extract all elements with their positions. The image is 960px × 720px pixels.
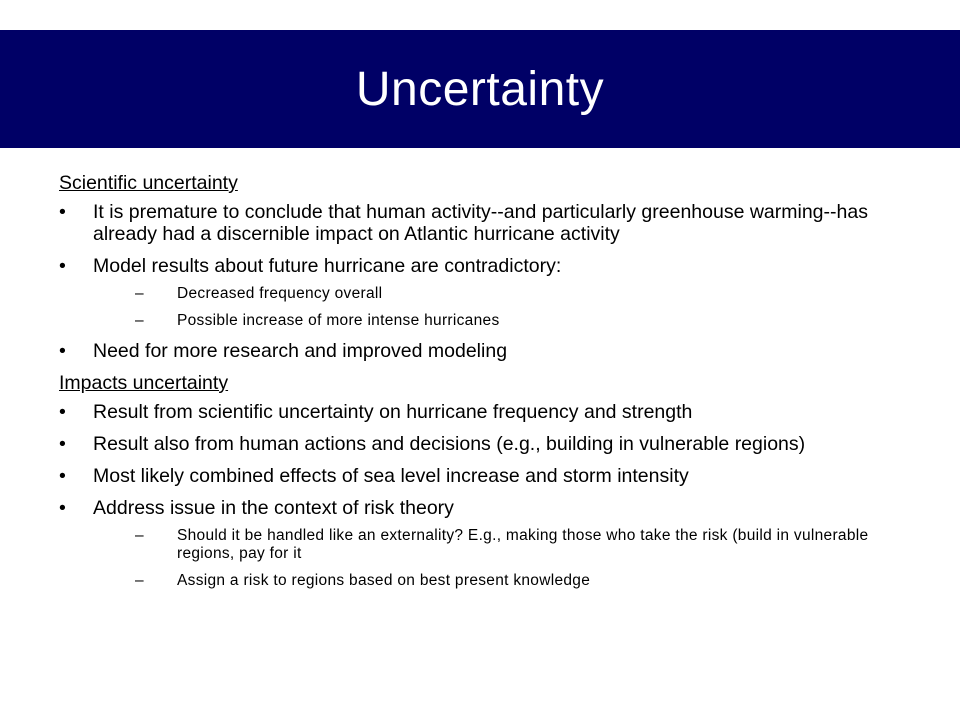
sub-bullet-list bbox=[135, 285, 899, 330]
sub-bullet-list bbox=[135, 527, 899, 590]
dash-icon: – bbox=[135, 572, 144, 589]
sub-bullet-item bbox=[135, 312, 899, 330]
bullet-text: It is premature to conclude that human activity--and particularly greenhouse warming--has already had a discernible impact on Atlantic hurricane activity bbox=[93, 201, 868, 245]
bullet-item bbox=[59, 497, 899, 590]
bullet-item bbox=[59, 255, 899, 330]
bullet-item bbox=[59, 201, 899, 245]
slide-title: Uncertainty bbox=[355, 62, 605, 116]
dash-icon: – bbox=[135, 312, 144, 329]
dash-icon: – bbox=[135, 527, 144, 544]
section-heading-scientific-uncertainty: Scientific uncertainty bbox=[59, 172, 238, 194]
bullet-icon: • bbox=[59, 497, 66, 519]
bullet-item bbox=[59, 465, 899, 487]
bullet-item bbox=[59, 340, 899, 362]
bullet-text: Result also from human actions and decisions (e.g., building in vulnerable regions) bbox=[93, 433, 806, 455]
slide-content bbox=[59, 172, 899, 600]
bullet-icon: • bbox=[59, 255, 66, 277]
dash-icon: – bbox=[135, 285, 144, 302]
bullet-icon: • bbox=[59, 340, 66, 362]
bullet-text: Need for more research and improved modeling bbox=[93, 340, 508, 362]
bullet-item bbox=[59, 401, 899, 423]
bullet-text: Result from scientific uncertainty on hurricane frequency and strength bbox=[93, 401, 693, 423]
bullet-icon: • bbox=[59, 401, 66, 423]
sub-bullet-item bbox=[135, 572, 899, 590]
bullet-item bbox=[59, 433, 899, 455]
section-heading-impacts-uncertainty: Impacts uncertainty bbox=[59, 372, 229, 394]
bullet-text: Model results about future hurricane are contradictory: bbox=[93, 255, 562, 277]
sub-bullet-text: Assign a risk to regions based on best present knowledge bbox=[177, 572, 591, 589]
bullet-text: Most likely combined effects of sea level increase and storm intensity bbox=[93, 465, 689, 487]
sub-bullet-item bbox=[135, 285, 899, 303]
bullet-icon: • bbox=[59, 465, 66, 487]
bullet-list-impacts bbox=[59, 401, 899, 590]
sub-bullet-text: Should it be handled like an externality? E.g., making those who take the risk (build in vulnerable regions, pay for it bbox=[177, 527, 869, 562]
title-bar bbox=[0, 30, 960, 148]
bullet-icon: • bbox=[59, 433, 66, 455]
sub-bullet-text: Decreased frequency overall bbox=[177, 285, 383, 302]
bullet-list-scientific bbox=[59, 201, 899, 362]
bullet-text: Address issue in the context of risk theory bbox=[93, 497, 454, 519]
bullet-icon: • bbox=[59, 201, 66, 223]
sub-bullet-text: Possible increase of more intense hurricanes bbox=[177, 312, 500, 329]
sub-bullet-item bbox=[135, 527, 899, 563]
